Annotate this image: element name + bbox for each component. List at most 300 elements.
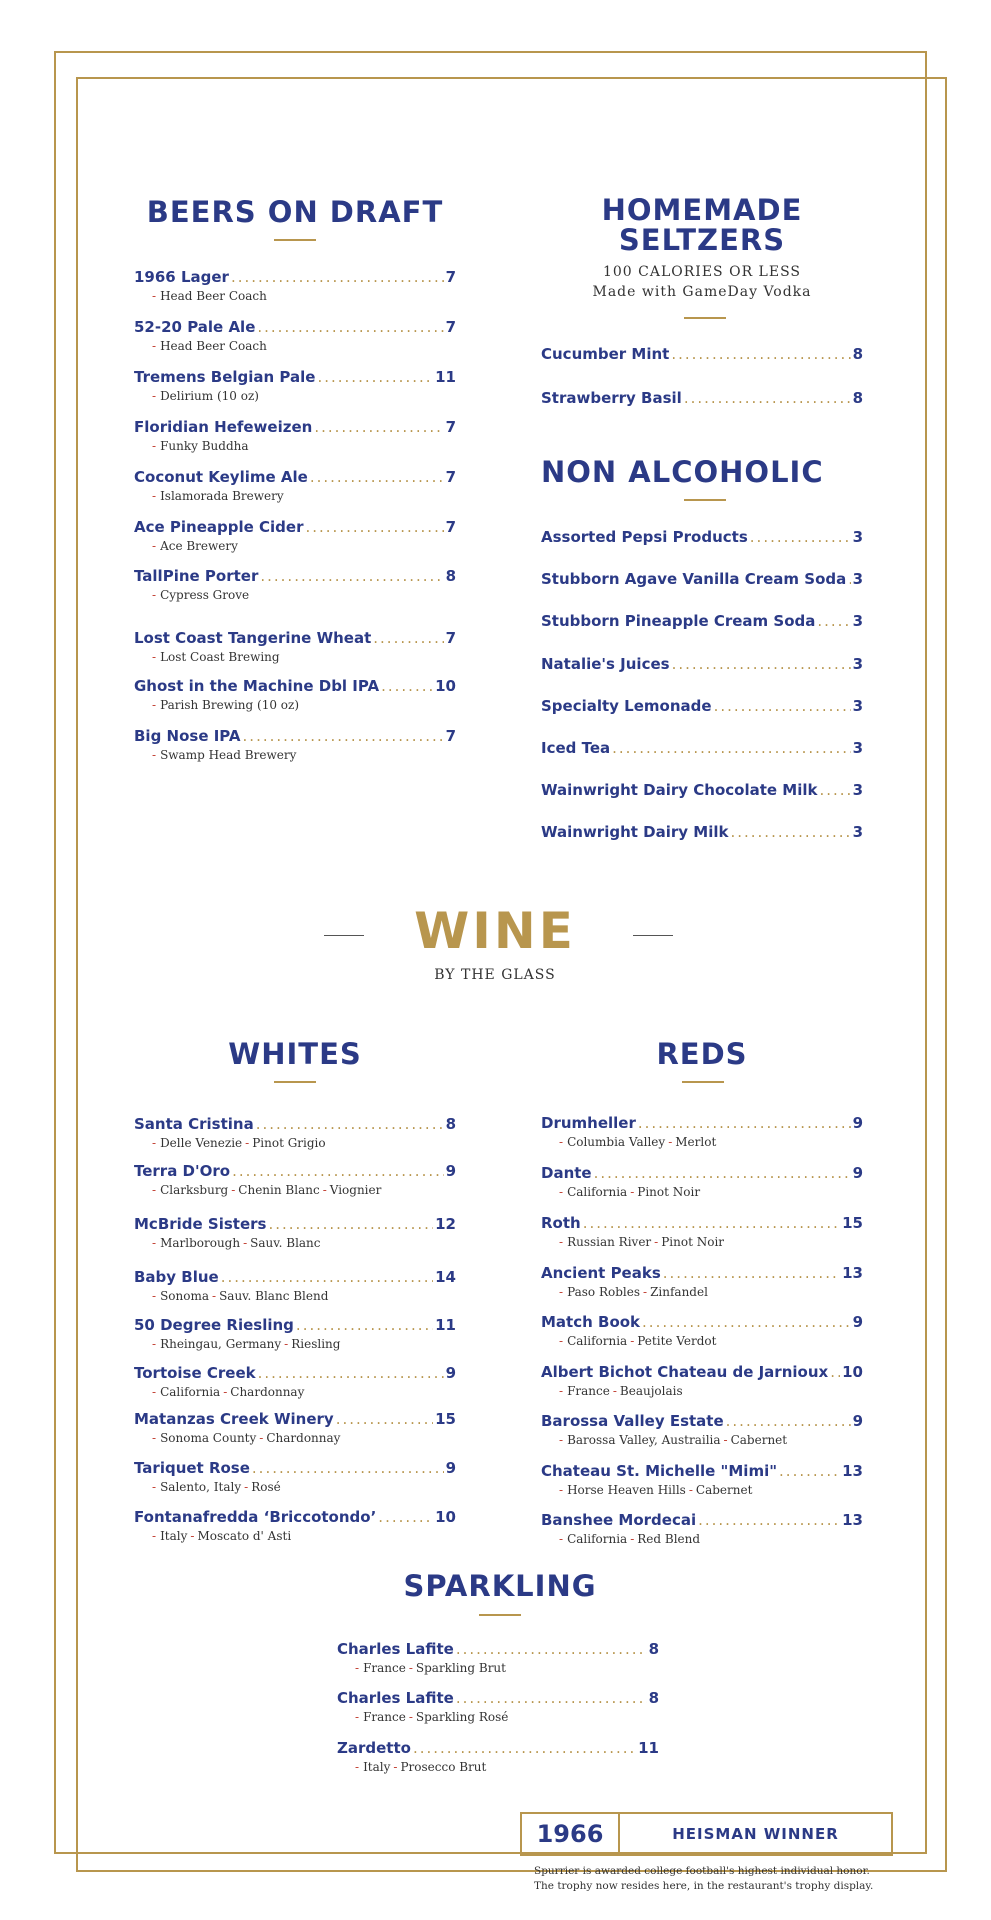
leader-dots: [232, 1162, 444, 1180]
menu-item-row: [541, 781, 863, 799]
nonalcoholic-rule: [684, 499, 726, 501]
menu-item-name: Assorted Pepsi Products: [541, 528, 748, 546]
menu-item-name: Drumheller: [541, 1114, 636, 1132]
description-part: France: [567, 1384, 610, 1398]
whites-title: WHITES: [228, 1037, 362, 1071]
description-text: Parish Brewing (10 oz): [160, 698, 300, 712]
menu-item: [541, 570, 863, 588]
menu-item: [541, 1164, 863, 1199]
menu-item: [541, 1511, 863, 1546]
menu-item-price: 14: [435, 1268, 456, 1286]
description-part: Barossa Valley, Austrailia: [567, 1433, 721, 1447]
description-part: Pinot Noir: [661, 1235, 725, 1249]
description-part: Sauv. Blanc: [250, 1236, 321, 1250]
leader-dots: [750, 528, 851, 546]
menu-item: [541, 1214, 863, 1249]
menu-item-price: 8: [648, 1689, 659, 1707]
menu-item-row: [541, 389, 863, 407]
separator-mark: -: [244, 1480, 249, 1494]
nonalcoholic-title: NON ALCOHOLIC: [541, 455, 824, 489]
menu-item: [134, 268, 456, 303]
menu-item: [134, 1162, 456, 1197]
whites-rule: [274, 1081, 316, 1083]
menu-item: [134, 1410, 456, 1445]
description-part: California: [567, 1532, 628, 1546]
menu-item-description: [152, 439, 456, 453]
menu-item-row: [541, 528, 863, 546]
menu-item-description: [152, 1431, 456, 1445]
description-part: Salento, Italy: [160, 1480, 242, 1494]
leader-dots: [848, 570, 850, 588]
menu-item-row: [541, 1114, 863, 1132]
description-part: California: [567, 1334, 628, 1348]
menu-item-row: [134, 518, 456, 536]
menu-item-price: 9: [852, 1313, 863, 1331]
menu-item-row: [134, 727, 456, 745]
leader-dots: [336, 1410, 433, 1428]
separator-mark: -: [630, 1185, 635, 1199]
dash-mark: -: [152, 1337, 157, 1351]
description-text: Swamp Head Brewery: [160, 748, 297, 762]
menu-item-price: 3: [852, 781, 863, 799]
description-part: Chardonnay: [266, 1431, 341, 1445]
menu-item: [541, 739, 863, 757]
menu-item-description: [152, 748, 456, 762]
menu-item-name: Ghost in the Machine Dbl IPA: [134, 677, 380, 695]
dash-mark: -: [559, 1185, 564, 1199]
menu-item-name: Tortoise Creek: [134, 1364, 256, 1382]
dash-mark: -: [355, 1760, 360, 1774]
description-part: Columbia Valley: [567, 1135, 666, 1149]
menu-item-price: 11: [435, 1316, 456, 1334]
separator-mark: -: [223, 1385, 228, 1399]
menu-item-description: [559, 1235, 863, 1249]
description-part: Merlot: [675, 1135, 717, 1149]
seltzers-rule: [684, 317, 726, 319]
menu-item-name: 1966 Lager: [134, 268, 229, 286]
menu-item-name: Ace Pineapple Cider: [134, 518, 304, 536]
menu-item-name: 50 Degree Riesling: [134, 1316, 294, 1334]
leader-dots: [381, 677, 433, 695]
menu-item: [541, 655, 863, 673]
separator-mark: -: [668, 1135, 673, 1149]
menu-item-name: Dante: [541, 1164, 592, 1182]
menu-item-description: [355, 1710, 659, 1724]
leader-dots: [258, 1364, 444, 1382]
separator-mark: -: [408, 1661, 413, 1675]
menu-item: [541, 389, 863, 407]
menu-item-name: Charles Lafite: [337, 1689, 454, 1707]
separator-mark: -: [243, 1236, 248, 1250]
menu-item-row: [134, 418, 456, 436]
menu-item-description: [355, 1661, 659, 1675]
wine-line-right: [633, 935, 673, 936]
menu-item-description: [559, 1532, 863, 1546]
menu-item-row: [541, 1462, 863, 1480]
separator-mark: -: [723, 1433, 728, 1447]
menu-item-description: [152, 489, 456, 503]
description-part: Clarksburg: [160, 1183, 229, 1197]
menu-item-price: 3: [852, 570, 863, 588]
description-part: Petite Verdot: [637, 1334, 717, 1348]
menu-item-price: 9: [445, 1459, 456, 1477]
menu-item-name: Stubborn Agave Vanilla Cream Soda: [541, 570, 847, 588]
menu-item-row: [541, 345, 863, 363]
seltzers-sub2: Made with GameDay Vodka: [592, 284, 812, 300]
menu-item: [134, 727, 456, 762]
menu-item-row: [134, 1364, 456, 1382]
menu-item-price: 9: [852, 1164, 863, 1182]
dash-mark: -: [559, 1135, 564, 1149]
description-part: Sparkling Brut: [415, 1661, 506, 1675]
wine-subtitle: BY THE GLASS: [434, 967, 556, 983]
menu-item-description: [152, 1183, 456, 1197]
description-text: Islamorada Brewery: [160, 489, 284, 503]
menu-item: [134, 318, 456, 353]
menu-item: [541, 697, 863, 715]
menu-item-name: TallPine Porter: [134, 567, 259, 585]
dash-mark: -: [152, 698, 157, 712]
menu-item-row: [134, 1115, 456, 1133]
menu-item-description: [559, 1135, 863, 1149]
leader-dots: [231, 268, 444, 286]
leader-dots: [268, 1215, 433, 1233]
menu-item-name: 52-20 Pale Ale: [134, 318, 256, 336]
menu-item: [134, 1364, 456, 1399]
menu-item: [541, 781, 863, 799]
menu-item-price: 15: [842, 1214, 863, 1232]
menu-item: [134, 1459, 456, 1494]
menu-item-description: [152, 1136, 456, 1150]
leader-dots: [594, 1164, 851, 1182]
menu-item-row: [134, 468, 456, 486]
description-part: Beaujolais: [619, 1384, 683, 1398]
menu-item-price: 7: [445, 518, 456, 536]
menu-item-description: [152, 289, 456, 303]
menu-item: [541, 528, 863, 546]
menu-item: [541, 1462, 863, 1497]
menu-item-price: 7: [445, 268, 456, 286]
description-part: Horse Heaven Hills: [567, 1483, 686, 1497]
leader-dots: [260, 567, 443, 585]
description-part: Chenin Blanc: [238, 1183, 320, 1197]
menu-item-price: 7: [445, 468, 456, 486]
menu-item-row: [541, 739, 863, 757]
menu-item-price: 8: [852, 345, 863, 363]
menu-item: [134, 567, 456, 602]
menu-item-name: Big Nose IPA: [134, 727, 241, 745]
menu-item-description: [152, 698, 456, 712]
description-part: Paso Robles: [567, 1285, 640, 1299]
menu-item-price: 10: [435, 1508, 456, 1526]
menu-item: [541, 1114, 863, 1149]
beers-rule: [274, 239, 316, 241]
separator-mark: -: [688, 1483, 693, 1497]
menu-item-row: [134, 677, 456, 695]
menu-item-name: Match Book: [541, 1313, 641, 1331]
menu-item-name: Coconut Keylime Ale: [134, 468, 308, 486]
menu-item-price: 8: [445, 1115, 456, 1133]
menu-item-name: Natalie's Juices: [541, 655, 670, 673]
leader-dots: [221, 1268, 433, 1286]
menu-item-row: [134, 1508, 456, 1526]
menu-item-price: 9: [445, 1364, 456, 1382]
wine-title: WINE: [414, 902, 576, 960]
menu-item-price: 3: [852, 739, 863, 757]
description-part: Sonoma: [160, 1289, 209, 1303]
menu-item-name: Wainwright Dairy Chocolate Milk: [541, 781, 818, 799]
description-part: California: [160, 1385, 221, 1399]
menu-item-description: [152, 588, 456, 602]
seltzers-title: [541, 195, 863, 255]
dash-mark: -: [559, 1483, 564, 1497]
menu-item-description: [559, 1433, 863, 1447]
menu-item-name: Tremens Belgian Pale: [134, 368, 316, 386]
menu-item-description: [152, 389, 456, 403]
menu-item-name: Fontanafredda ‘Briccotondo’: [134, 1508, 377, 1526]
description-text: Lost Coast Brewing: [160, 650, 280, 664]
reds-rule: [682, 1081, 724, 1083]
seltzers-title-line1: HOMEMADE: [601, 193, 803, 227]
leader-dots: [726, 1412, 851, 1430]
leader-dots: [456, 1640, 647, 1658]
description-part: Marlborough: [160, 1236, 241, 1250]
menu-item-name: Cucumber Mint: [541, 345, 670, 363]
menu-item-name: Roth: [541, 1214, 581, 1232]
menu-item-price: 13: [842, 1511, 863, 1529]
menu-item-row: [134, 1215, 456, 1233]
leader-dots: [612, 739, 850, 757]
menu-item-row: [134, 629, 456, 647]
leader-dots: [252, 1459, 444, 1477]
description-part: France: [363, 1661, 406, 1675]
seltzers-title-line2: SELTZERS: [618, 223, 786, 257]
menu-item-row: [134, 268, 456, 286]
dash-mark: -: [559, 1334, 564, 1348]
leader-dots: [714, 697, 851, 715]
menu-item-price: 3: [852, 655, 863, 673]
menu-item-price: 9: [445, 1162, 456, 1180]
menu-item-price: 15: [435, 1410, 456, 1428]
separator-mark: -: [643, 1285, 648, 1299]
menu-item: [541, 612, 863, 630]
description-part: Pinot Grigio: [252, 1136, 326, 1150]
menu-item: [541, 1412, 863, 1447]
description-part: Italy: [160, 1529, 188, 1543]
menu-item-price: 3: [852, 697, 863, 715]
dash-mark: -: [152, 539, 157, 553]
leader-dots: [698, 1511, 840, 1529]
menu-item-row: [134, 567, 456, 585]
leader-dots: [296, 1316, 433, 1334]
menu-item-price: 7: [445, 727, 456, 745]
description-part: Cabernet: [695, 1483, 753, 1497]
leader-dots: [817, 612, 850, 630]
menu-item-description: [559, 1185, 863, 1199]
description-text: Head Beer Coach: [160, 339, 267, 353]
description-part: Italy: [363, 1760, 391, 1774]
menu-item-price: 7: [445, 318, 456, 336]
description-part: Delle Venezie: [160, 1136, 243, 1150]
description-part: Zinfandel: [650, 1285, 708, 1299]
menu-item-row: [541, 1164, 863, 1182]
separator-mark: -: [654, 1235, 659, 1249]
menu-item: [134, 1268, 456, 1303]
menu-item-name: Baby Blue: [134, 1268, 219, 1286]
menu-item: [134, 1508, 456, 1543]
menu-item-name: Santa Cristina: [134, 1115, 254, 1133]
description-text: Cypress Grove: [160, 588, 250, 602]
leader-dots: [378, 1508, 433, 1526]
description-part: France: [363, 1710, 406, 1724]
dash-mark: -: [152, 588, 157, 602]
leader-dots: [456, 1689, 647, 1707]
leader-dots: [243, 727, 444, 745]
menu-item: [541, 1363, 863, 1398]
menu-item-row: [541, 570, 863, 588]
sparkling-title: SPARKLING: [403, 1569, 597, 1603]
menu-item-price: 3: [852, 612, 863, 630]
menu-item-price: 3: [852, 528, 863, 546]
menu-item-row: [541, 697, 863, 715]
menu-item-row: [541, 655, 863, 673]
separator-mark: -: [259, 1431, 264, 1445]
menu-item-price: 7: [445, 629, 456, 647]
menu-item-description: [152, 1236, 456, 1250]
menu-item-name: Lost Coast Tangerine Wheat: [134, 629, 372, 647]
dash-mark: -: [152, 439, 157, 453]
leader-dots: [413, 1739, 636, 1757]
menu-item-price: 12: [435, 1215, 456, 1233]
menu-item-name: Iced Tea: [541, 739, 611, 757]
separator-mark: -: [322, 1183, 327, 1197]
menu-item-name: Terra D'Oro: [134, 1162, 231, 1180]
leader-dots: [373, 629, 443, 647]
leader-dots: [256, 1115, 444, 1133]
menu-item-name: Banshee Mordecai: [541, 1511, 697, 1529]
menu-item: [337, 1689, 659, 1724]
dash-mark: -: [559, 1235, 564, 1249]
separator-mark: -: [408, 1710, 413, 1724]
dash-mark: -: [559, 1384, 564, 1398]
menu-item-row: [134, 1162, 456, 1180]
menu-item-name: McBride Sisters: [134, 1215, 267, 1233]
separator-mark: -: [612, 1384, 617, 1398]
menu-item-name: Ancient Peaks: [541, 1264, 661, 1282]
menu-item: [337, 1739, 659, 1774]
description-part: Russian River: [567, 1235, 652, 1249]
separator-mark: -: [245, 1136, 250, 1150]
dash-mark: -: [152, 1529, 157, 1543]
description-part: Chardonnay: [230, 1385, 305, 1399]
menu-item-name: Floridian Hefeweizen: [134, 418, 313, 436]
menu-item-row: [134, 368, 456, 386]
dash-mark: -: [355, 1661, 360, 1675]
menu-item-name: Albert Bichot Chateau de Jarnioux: [541, 1363, 829, 1381]
dash-mark: -: [152, 289, 157, 303]
menu-item: [134, 629, 456, 664]
menu-item-description: [152, 1337, 456, 1351]
menu-item-price: 8: [648, 1640, 659, 1658]
leader-dots: [730, 823, 850, 841]
menu-item-row: [337, 1739, 659, 1757]
menu-item-name: Strawberry Basil: [541, 389, 682, 407]
menu-item-row: [541, 1264, 863, 1282]
menu-item-price: 9: [852, 1412, 863, 1430]
menu-item: [134, 518, 456, 553]
menu-item: [541, 1313, 863, 1348]
description-text: Delirium (10 oz): [160, 389, 259, 403]
menu-item-description: [152, 339, 456, 353]
menu-item-row: [541, 1313, 863, 1331]
menu-item-row: [134, 1459, 456, 1477]
description-part: Sauv. Blanc Blend: [219, 1289, 329, 1303]
separator-mark: -: [190, 1529, 195, 1543]
dash-mark: -: [152, 389, 157, 403]
menu-item: [134, 677, 456, 712]
description-part: Pinot Noir: [637, 1185, 701, 1199]
description-part: Cabernet: [730, 1433, 788, 1447]
dash-mark: -: [152, 1289, 157, 1303]
menu-item-description: [355, 1760, 659, 1774]
separator-mark: -: [212, 1289, 217, 1303]
heisman-note-line1: Spurrier is awarded college football's highest individual honor.: [534, 1865, 870, 1877]
leader-dots: [310, 468, 444, 486]
menu-item-price: 8: [852, 389, 863, 407]
heisman-year: 1966: [522, 1814, 620, 1854]
dash-mark: -: [559, 1532, 564, 1546]
leader-dots: [663, 1264, 840, 1282]
menu-item-description: [152, 539, 456, 553]
menu-item-price: 7: [445, 418, 456, 436]
menu-item-row: [337, 1689, 659, 1707]
menu-item: [134, 368, 456, 403]
heisman-label: HEISMAN WINNER: [672, 1825, 839, 1843]
description-text: Head Beer Coach: [160, 289, 267, 303]
menu-item-price: 3: [852, 823, 863, 841]
menu-item-description: [559, 1285, 863, 1299]
separator-mark: -: [630, 1334, 635, 1348]
menu-item-row: [134, 1410, 456, 1428]
menu-item-row: [541, 823, 863, 841]
menu-item-name: Zardetto: [337, 1739, 411, 1757]
dash-mark: -: [559, 1285, 564, 1299]
menu-item-price: 13: [842, 1462, 863, 1480]
menu-item-description: [152, 1385, 456, 1399]
separator-mark: -: [284, 1337, 289, 1351]
menu-item-price: 11: [435, 368, 456, 386]
menu-item-row: [541, 1214, 863, 1232]
dash-mark: -: [152, 1431, 157, 1445]
description-part: Red Blend: [637, 1532, 701, 1546]
leader-dots: [583, 1214, 840, 1232]
leader-dots: [317, 368, 433, 386]
dash-mark: -: [355, 1710, 360, 1724]
heisman-note-line2: The trophy now resides here, in the restaurant's trophy display.: [534, 1880, 874, 1892]
menu-item-name: Stubborn Pineapple Cream Soda: [541, 612, 816, 630]
menu-item: [541, 823, 863, 841]
description-text: Ace Brewery: [160, 539, 238, 553]
menu-item-name: Matanzas Creek Winery: [134, 1410, 334, 1428]
menu-item-price: 13: [842, 1264, 863, 1282]
menu-item: [541, 1264, 863, 1299]
dash-mark: -: [559, 1433, 564, 1447]
leader-dots: [672, 655, 851, 673]
menu-item-row: [541, 1363, 863, 1381]
menu-item: [134, 418, 456, 453]
menu-item-row: [541, 1511, 863, 1529]
leader-dots: [314, 418, 443, 436]
